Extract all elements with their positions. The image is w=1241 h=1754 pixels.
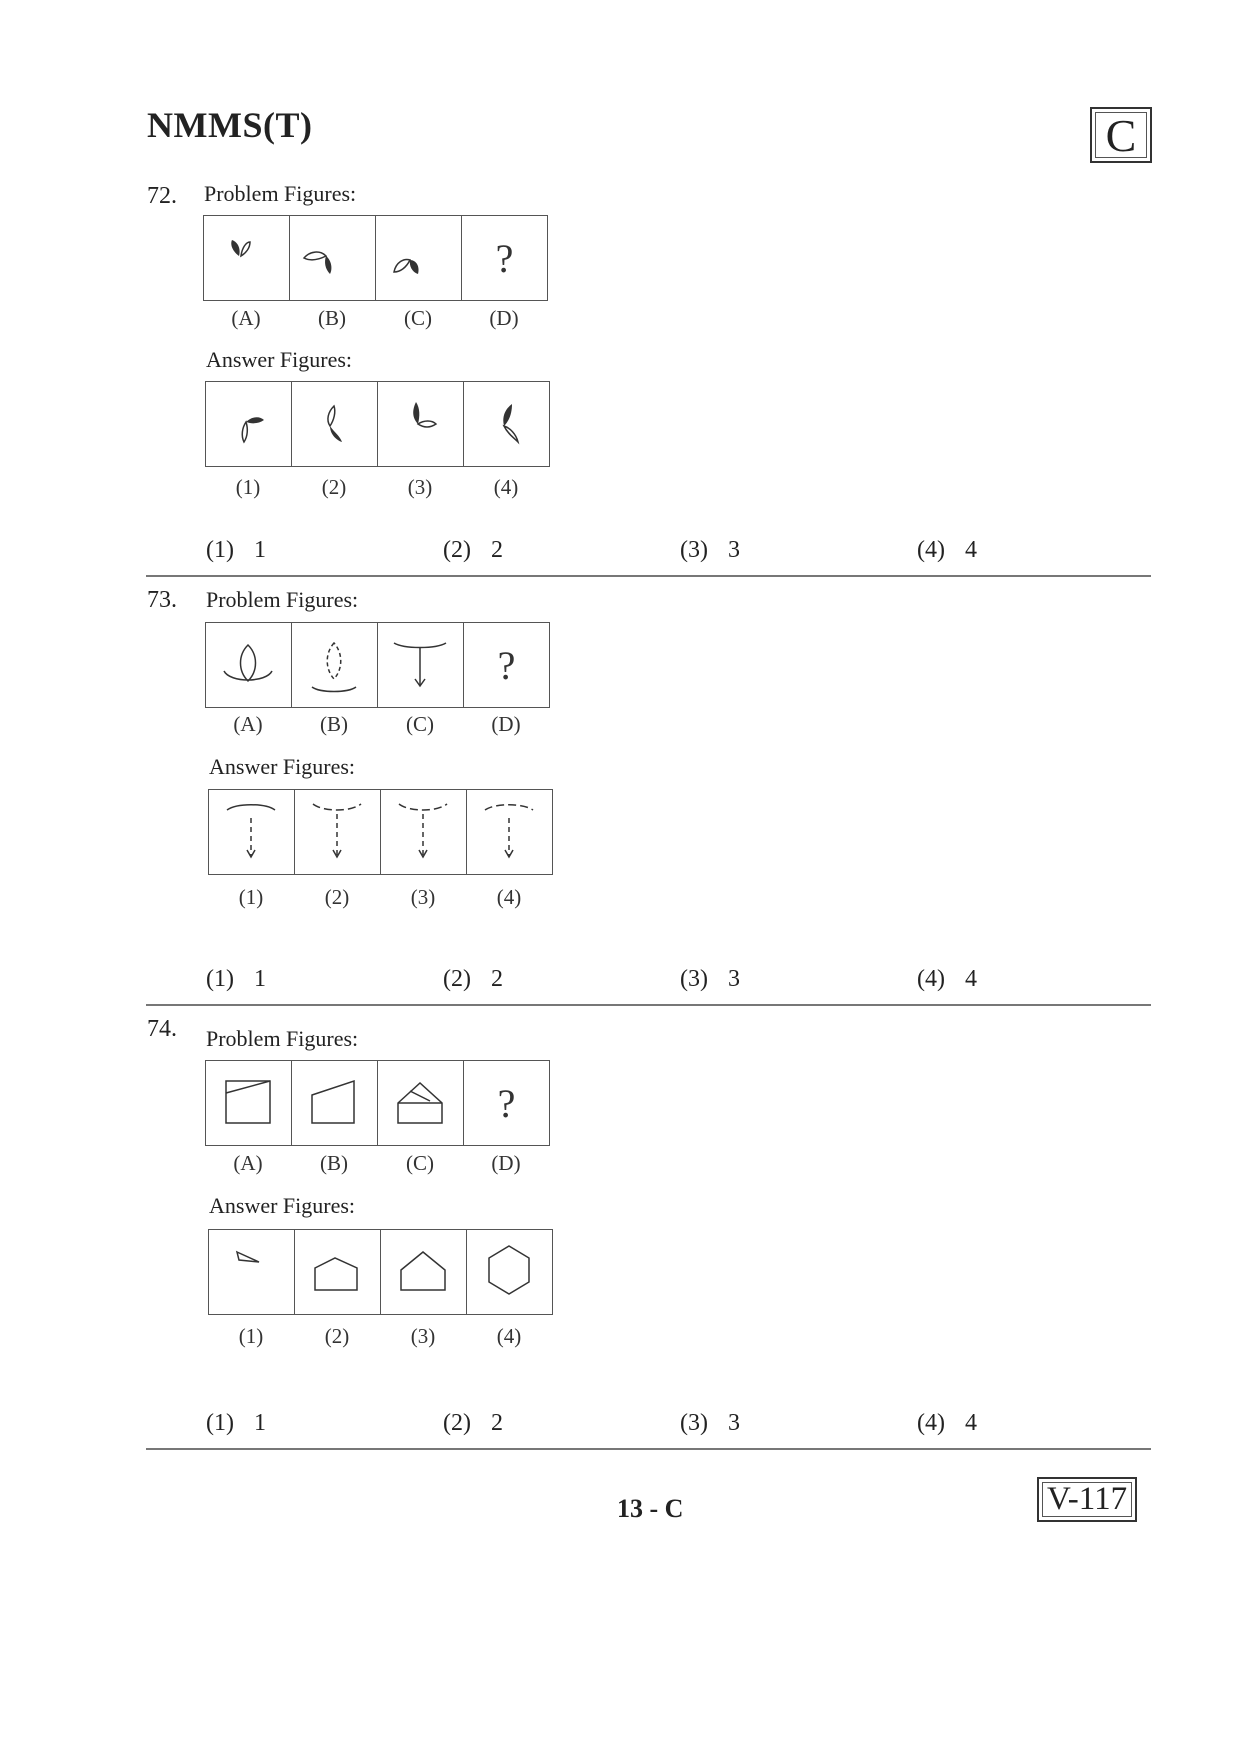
divider <box>146 575 1151 577</box>
page-title: NMMS(T) <box>147 105 313 145</box>
answer-figures-strip <box>205 381 550 467</box>
problem-figure-b <box>292 623 378 707</box>
problem-captions <box>205 1151 549 1176</box>
option-2[interactable]: (2) 2 <box>443 537 503 563</box>
answer-figure-2[interactable] <box>292 382 378 466</box>
question-number: 72. <box>147 183 177 209</box>
answer-figures-label: Answer Figures: <box>209 1193 356 1218</box>
problem-captions <box>205 712 549 737</box>
problem-figures-strip <box>203 215 548 301</box>
divider <box>146 1004 1151 1006</box>
option-3[interactable]: (3) 3 <box>680 1410 740 1436</box>
missing-figure-mark: ? <box>495 235 514 281</box>
caption-3: (3) <box>410 885 436 909</box>
caption-2: (2) <box>324 1324 350 1348</box>
answer-figure-3[interactable] <box>381 1230 467 1314</box>
caption-b: (B) <box>318 306 346 330</box>
option-1[interactable]: (1) 1 <box>206 1410 266 1436</box>
caption-1: (1) <box>235 475 261 499</box>
answer-captions <box>205 475 549 500</box>
option-4[interactable]: (4) 4 <box>917 1410 977 1436</box>
problem-figures-label: Problem Figures: <box>206 587 359 612</box>
option-4[interactable]: (4) 4 <box>917 966 977 992</box>
problem-figure-a <box>206 1061 292 1145</box>
option-3[interactable]: (3) 3 <box>680 537 740 563</box>
page-number: 13 - C <box>617 1494 684 1523</box>
caption-c: (C) <box>404 306 432 330</box>
caption-d: (D) <box>491 712 521 736</box>
answer-figures-label: Answer Figures: <box>206 347 353 372</box>
missing-figure-mark: ? <box>497 1080 516 1126</box>
option-2[interactable]: (2) 2 <box>443 1410 503 1436</box>
problem-figure-d <box>464 623 549 707</box>
answer-figure-1[interactable] <box>209 790 295 874</box>
problem-figures-strip <box>205 1060 550 1146</box>
answer-figure-4[interactable] <box>464 382 549 466</box>
answer-figure-3[interactable] <box>381 790 467 874</box>
answer-options <box>206 537 1154 564</box>
missing-figure-mark: ? <box>497 642 516 688</box>
problem-figure-c <box>378 623 464 707</box>
caption-a: (A) <box>233 712 263 736</box>
caption-4: (4) <box>496 885 522 909</box>
question-number: 74. <box>147 1016 177 1042</box>
problem-figures-label: Problem Figures: <box>206 1026 359 1051</box>
answer-figure-4[interactable] <box>467 790 552 874</box>
caption-4: (4) <box>493 475 519 499</box>
option-3[interactable]: (3) 3 <box>680 966 740 992</box>
caption-c: (C) <box>406 1151 434 1175</box>
option-2[interactable]: (2) 2 <box>443 966 503 992</box>
problem-figure-a <box>206 623 292 707</box>
caption-3: (3) <box>410 1324 436 1348</box>
question-number: 73. <box>147 587 177 613</box>
problem-figure-d <box>462 216 547 300</box>
answer-captions <box>208 885 552 910</box>
caption-1: (1) <box>238 1324 264 1348</box>
answer-options <box>206 966 1154 993</box>
caption-c: (C) <box>406 712 434 736</box>
answer-figure-1[interactable] <box>206 382 292 466</box>
caption-3: (3) <box>407 475 433 499</box>
option-1[interactable]: (1) 1 <box>206 966 266 992</box>
problem-captions <box>203 306 547 331</box>
caption-2: (2) <box>324 885 350 909</box>
problem-figure-b <box>292 1061 378 1145</box>
answer-figures-strip <box>208 789 553 875</box>
caption-d: (D) <box>489 306 519 330</box>
problem-figures-strip <box>205 622 550 708</box>
problem-figure-a <box>204 216 290 300</box>
caption-4: (4) <box>496 1324 522 1348</box>
option-4[interactable]: (4) 4 <box>917 537 977 563</box>
problem-figure-d <box>464 1061 549 1145</box>
problem-figure-b <box>290 216 376 300</box>
answer-figures-label: Answer Figures: <box>209 754 356 779</box>
answer-figure-2[interactable] <box>295 1230 381 1314</box>
problem-figures-label: Problem Figures: <box>204 181 357 206</box>
divider <box>146 1448 1151 1450</box>
caption-b: (B) <box>320 1151 348 1175</box>
answer-options <box>206 1410 1154 1437</box>
answer-figure-2[interactable] <box>295 790 381 874</box>
answer-figure-1[interactable] <box>209 1230 295 1314</box>
answer-figures-strip <box>208 1229 553 1315</box>
set-code-box: C <box>1090 107 1152 163</box>
problem-figure-c <box>378 1061 464 1145</box>
answer-figure-4[interactable] <box>467 1230 552 1314</box>
option-1[interactable]: (1) 1 <box>206 537 266 563</box>
caption-2: (2) <box>321 475 347 499</box>
problem-figure-c <box>376 216 462 300</box>
caption-a: (A) <box>233 1151 263 1175</box>
caption-b: (B) <box>320 712 348 736</box>
caption-d: (D) <box>491 1151 521 1175</box>
caption-1: (1) <box>238 885 264 909</box>
caption-a: (A) <box>231 306 261 330</box>
answer-figure-3[interactable] <box>378 382 464 466</box>
answer-captions <box>208 1324 552 1349</box>
paper-code-box: V-117 <box>1037 1477 1137 1522</box>
